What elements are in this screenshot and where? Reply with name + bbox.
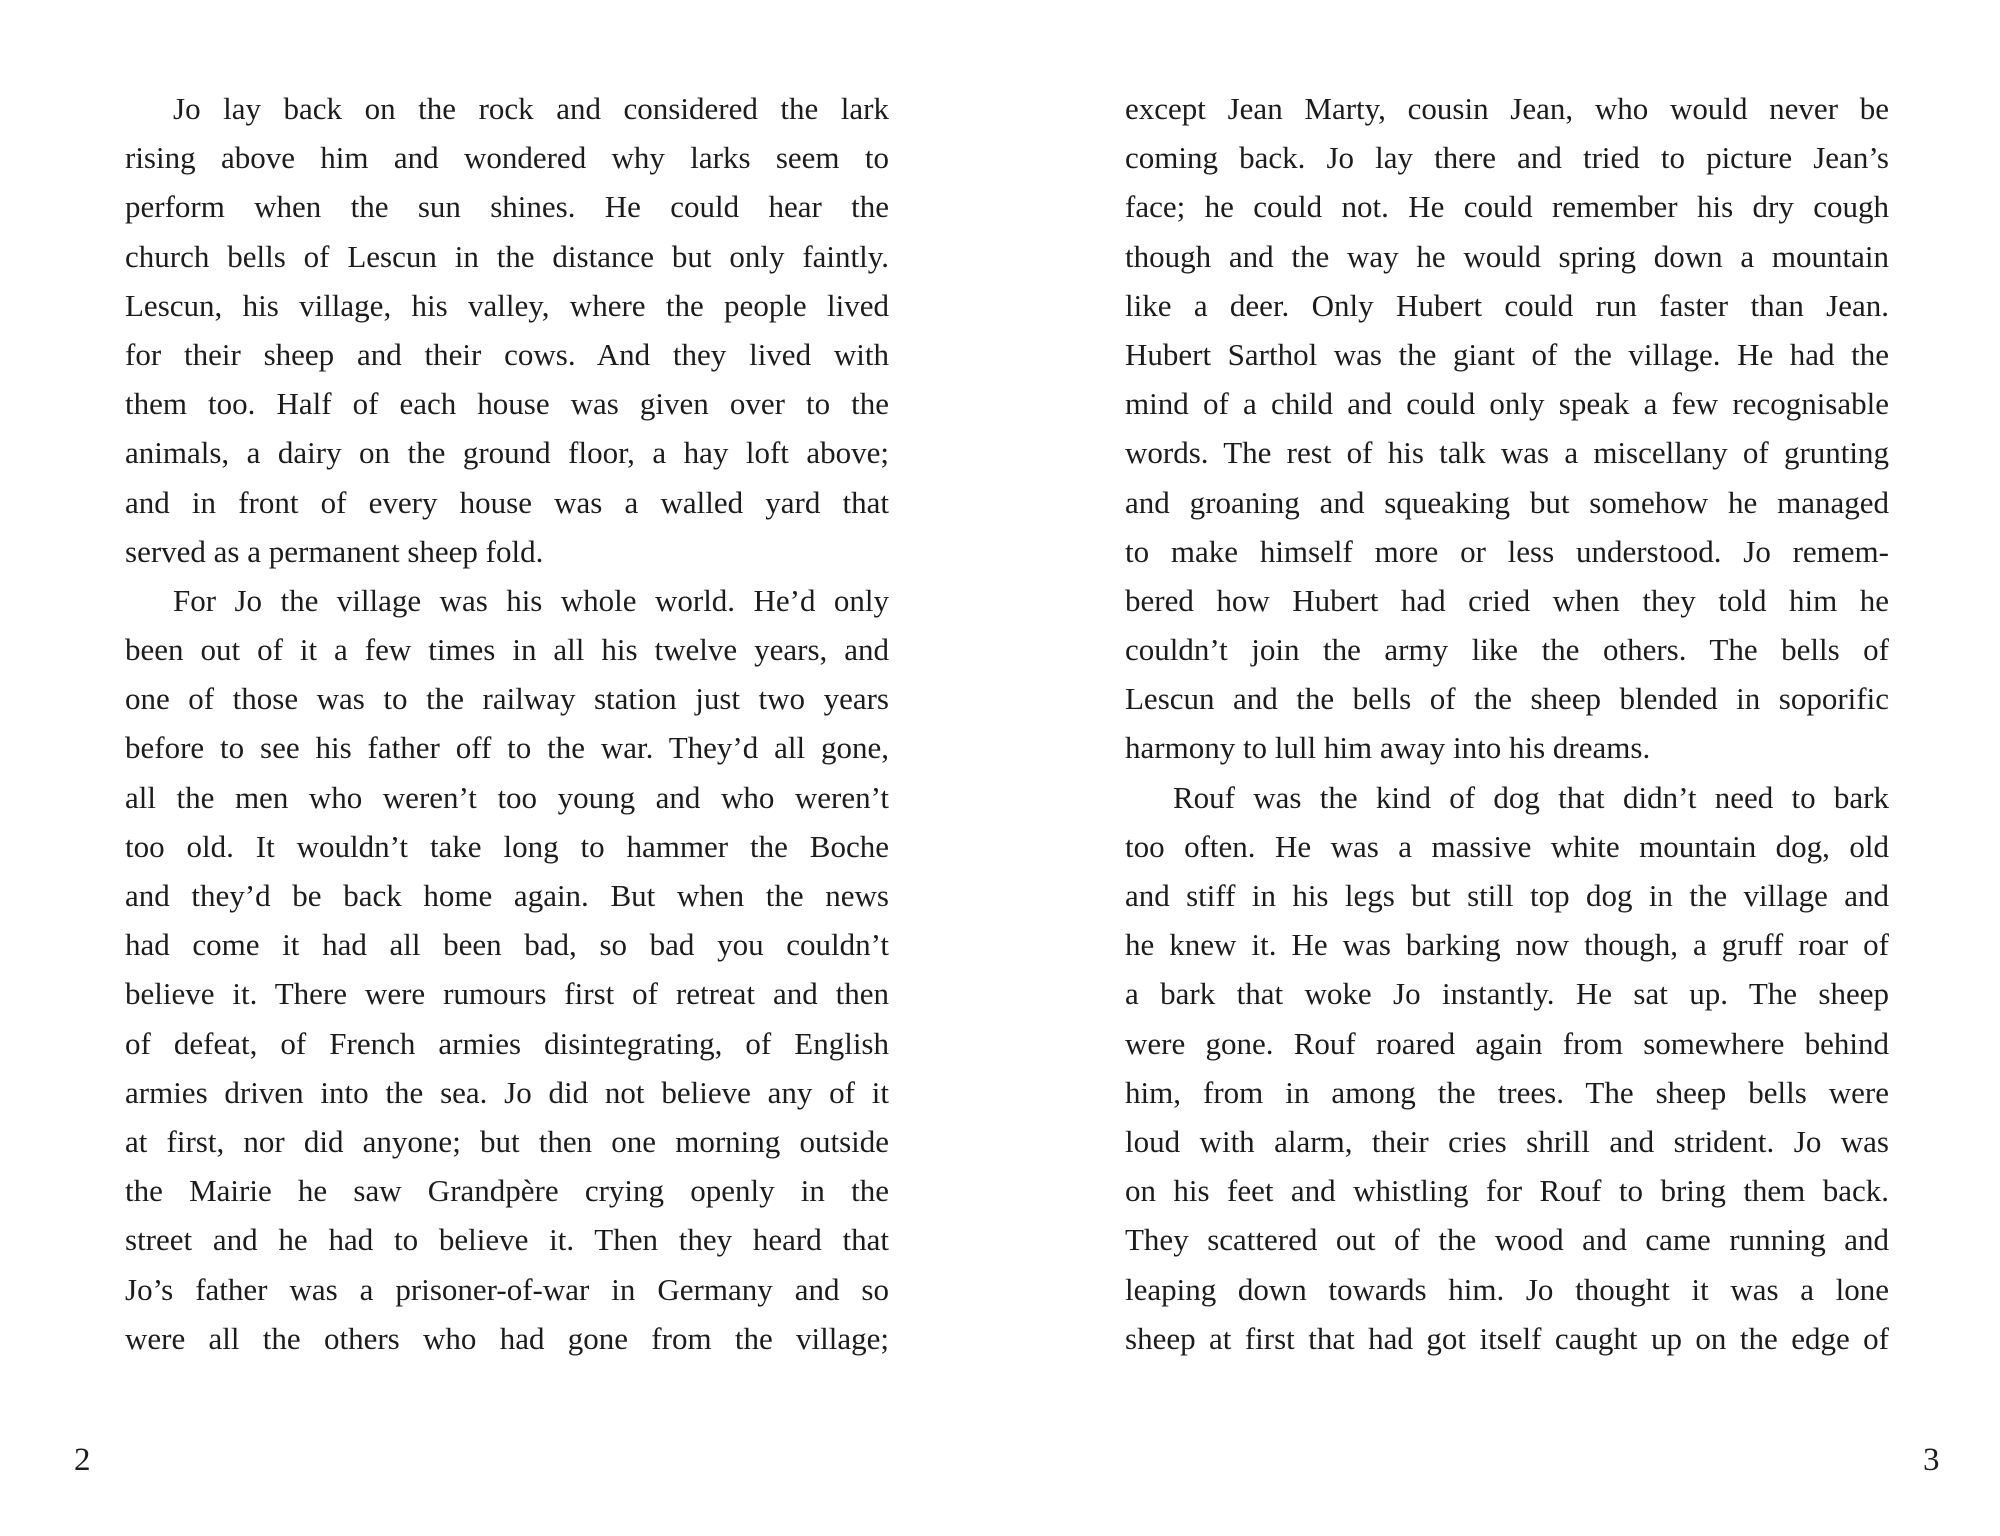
text-line: perform when the sun shines. He could hear the bbox=[125, 189, 889, 225]
text-line: armies driven into the sea. Jo did not believe any of it bbox=[125, 1074, 889, 1110]
text-line: church bells of Lescun in the distance but only faintly. bbox=[125, 238, 889, 274]
text-line: Jo’s father was a prisoner-of-war in Germany and so bbox=[125, 1271, 889, 1307]
text-line: except Jean Marty, cousin Jean, who would never be bbox=[1125, 91, 1889, 126]
text-line: though and the way he would spring down a mountain bbox=[1125, 238, 1889, 274]
text-line: for their sheep and their cows. And they lived with bbox=[125, 336, 889, 372]
text-line: too often. He was a massive white mountain dog, old bbox=[1125, 828, 1889, 864]
text-line: had come it had all been bad, so bad you couldn’t bbox=[125, 927, 889, 963]
text-line: harmony to lull him away into his dreams. bbox=[1125, 730, 1651, 766]
text-line: street and he had to believe it. Then they heard that bbox=[125, 1222, 889, 1258]
text-line: leaping down towards him. Jo thought it was a lone bbox=[1125, 1271, 1889, 1307]
paragraph bbox=[1125, 773, 1889, 1363]
text-line: him, from in among the trees. The sheep bells were bbox=[1125, 1074, 1889, 1110]
text-line: loud with alarm, their cries shrill and strident. Jo was bbox=[1125, 1123, 1889, 1159]
text-line: For Jo the village was his whole world. He’d only bbox=[173, 582, 889, 618]
paragraph bbox=[125, 576, 889, 1363]
text-line: on his feet and whistling for Rouf to bring them back. bbox=[1125, 1173, 1889, 1209]
text-line: been out of it a few times in all his twelve years, and bbox=[125, 632, 889, 668]
text-line: and groaning and squeaking but somehow he managed bbox=[1125, 484, 1889, 520]
text-line: coming back. Jo lay there and tried to picture Jean’s bbox=[1125, 140, 1889, 176]
text-line: one of those was to the railway station just two years bbox=[125, 681, 889, 717]
text-line: too old. It wouldn’t take long to hammer the Boche bbox=[125, 828, 889, 864]
page-number-left: 2 bbox=[74, 1442, 91, 1478]
text-line: of defeat, of French armies disintegrating, of English bbox=[125, 1025, 889, 1061]
text-line: face; he could not. He could remember his dry cough bbox=[1125, 189, 1889, 225]
right-page-text bbox=[1125, 84, 1889, 1363]
text-line: like a deer. Only Hubert could run faster than Jean. bbox=[1125, 287, 1889, 323]
paragraph bbox=[125, 84, 889, 576]
text-line: he knew it. He was barking now though, a gruff roar of bbox=[1125, 927, 1889, 963]
text-line: before to see his father off to the war. They’d all gone, bbox=[125, 730, 889, 766]
right-page bbox=[1000, 0, 2000, 1536]
text-line: and they’d be back home again. But when the news bbox=[125, 878, 889, 913]
left-page-text bbox=[125, 84, 889, 1363]
text-line: bered how Hubert had cried when they told him he bbox=[1125, 582, 1889, 618]
text-line: to make himself more or less understood. Jo remem- bbox=[1125, 533, 1889, 569]
text-line: Lescun, his village, his valley, where the people lived bbox=[125, 287, 889, 323]
text-line: rising above him and wondered why larks seem to bbox=[125, 140, 889, 176]
text-line: a bark that woke Jo instantly. He sat up. The sheep bbox=[1125, 976, 1889, 1012]
text-line: Lescun and the bells of the sheep blended in soporific bbox=[1125, 681, 1889, 717]
text-line: and stiff in his legs but still top dog in the village and bbox=[1125, 878, 1889, 913]
text-line: Jo lay back on the rock and considered the lark bbox=[173, 91, 889, 126]
text-line: and in front of every house was a walled yard that bbox=[125, 484, 889, 520]
text-line: all the men who weren’t too young and who weren’t bbox=[125, 779, 889, 815]
text-line: at first, nor did anyone; but then one morning outside bbox=[125, 1123, 889, 1159]
text-line: sheep at first that had got itself caught up on the edge of bbox=[1125, 1320, 1889, 1356]
text-line: the Mairie he saw Grandpère crying openly in the bbox=[125, 1173, 889, 1209]
text-line: words. The rest of his talk was a miscellany of grunting bbox=[1125, 435, 1889, 471]
text-line: believe it. There were rumours first of retreat and then bbox=[125, 976, 889, 1012]
page-number-right: 3 bbox=[1923, 1442, 1940, 1478]
text-line: them too. Half of each house was given over to the bbox=[125, 386, 889, 422]
text-line: They scattered out of the wood and came running and bbox=[1125, 1222, 1889, 1258]
text-line: Hubert Sarthol was the giant of the village. He had the bbox=[1125, 336, 1889, 372]
text-line: were gone. Rouf roared again from somewhere behind bbox=[1125, 1025, 1889, 1061]
text-line: mind of a child and could only speak a few recognisable bbox=[1125, 386, 1889, 422]
text-line: animals, a dairy on the ground floor, a hay loft above; bbox=[125, 435, 889, 471]
text-line: couldn’t join the army like the others. The bells of bbox=[1125, 632, 1889, 668]
text-line: were all the others who had gone from the village; bbox=[125, 1320, 889, 1356]
text-line: served as a permanent sheep fold. bbox=[125, 533, 544, 569]
text-line: Rouf was the kind of dog that didn’t need to bark bbox=[1173, 779, 1889, 815]
paragraph bbox=[1125, 84, 1889, 773]
